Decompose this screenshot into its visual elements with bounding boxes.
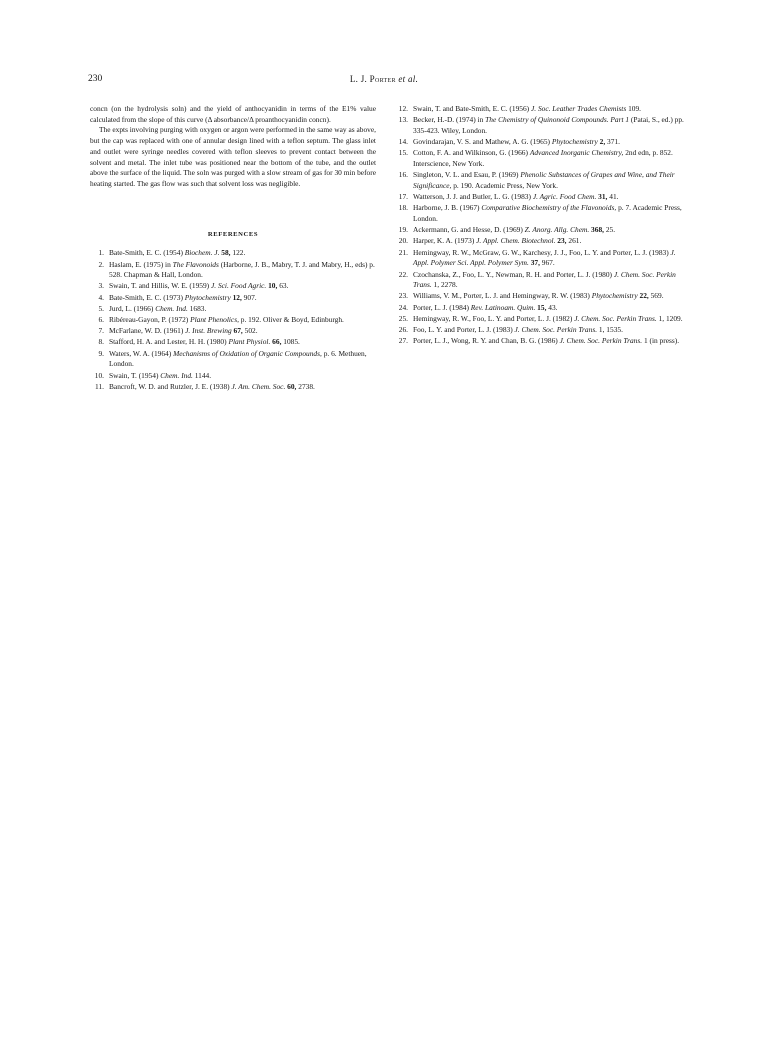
reference-authors: Foo, L. Y. and Porter, L. J. (1983) [413,325,515,335]
reference-source: Chem. Ind. [160,370,193,380]
reference-number: 1. [98,248,104,258]
reference-text [109,281,376,292]
reference-item [394,170,688,191]
reference-item [90,281,376,292]
reference-pages: 63. [277,281,289,291]
reference-item [394,192,688,203]
reference-text [413,248,688,269]
reference-number: 5. [98,303,104,313]
reference-number: 23. [398,291,408,301]
reference-source: The Flavonoids [172,259,219,269]
reference-pages: 1, 1209. [656,313,683,323]
reference-authors: Bate-Smith, E. C. (1973) [109,292,185,302]
reference-item [394,104,688,115]
reference-item [90,337,376,348]
running-head-prefix: L. J. [349,74,370,84]
reference-number: 27. [398,336,408,346]
reference-pages: 1085. [281,337,300,347]
reference-text [413,170,688,191]
reference-item [394,248,688,269]
reference-number: 11. [95,381,104,391]
reference-volume: 23, [555,236,567,246]
reference-number: 14. [398,137,408,147]
reference-authors: Cotton, F. A. and Wilkinson, G. (1966) [413,148,530,158]
reference-text [413,236,688,247]
reference-source: J. Agric. Food Chem. [532,192,597,202]
reference-number: 3. [98,281,104,291]
reference-source: Biochem. J. [184,248,220,258]
reference-authors: Ackermann, G. and Hesse, D. (1969) [413,225,525,235]
reference-pages: 41. [607,192,619,202]
reference-item [90,349,376,370]
reference-source: Phytochemistry [591,291,638,301]
reference-number: 4. [98,292,104,302]
reference-text [109,315,376,326]
reference-pages: 1 (in press). [642,336,680,346]
reference-pages: 502. [242,326,258,336]
reference-pages: (Harborne, J. B., Mabry, T. J. and Mabry, H., eds) p. 528. Chapman & Hall, London. [109,259,375,280]
reference-authors: Ribéreau-Gayon, P. (1972) [109,315,191,325]
reference-text [413,325,688,336]
body-text [90,104,376,190]
reference-number: 18. [398,203,408,213]
reference-item [394,325,688,336]
reference-source: J. Appl. Polymer Sci. Appl. Polymer Sym. [413,247,676,268]
reference-item [90,326,376,337]
reference-volume: 15, [535,302,547,312]
reference-authors: Govindarajan, V. S. and Mathew, A. G. (1965) [413,137,552,147]
reference-pages: 43. [546,302,558,312]
reference-item [394,225,688,236]
reference-authors: Williams, V. M., Porter, L. J. and Hemingway, R. W. (1983) [413,291,592,301]
reference-volume: 67, [231,326,243,336]
reference-list-right [394,104,688,347]
right-column [394,104,688,347]
reference-authors: Porter, L. J., Wong, R. Y. and Chan, B. G. (1986) [413,336,560,346]
reference-text [413,225,688,236]
reference-pages: 122. [230,248,246,258]
reference-number: 20. [398,236,408,246]
reference-text [109,382,376,393]
reference-number: 2. [98,259,104,269]
reference-item [90,382,376,393]
reference-authors: Waters, W. A. (1964) [109,348,174,358]
reference-item [394,314,688,325]
reference-item [394,336,688,347]
reference-volume: 22, [637,291,649,301]
reference-pages: p. 190. Academic Press, New York. [451,180,558,190]
running-head-author: Porter [369,74,396,84]
reference-text [413,303,688,314]
reference-text [109,349,376,370]
reference-authors: McFarlane, W. D. (1961) [109,326,186,336]
reference-item [90,315,376,326]
references-heading: REFERENCES [207,230,259,238]
reference-number: 19. [398,225,408,235]
reference-text [413,192,688,203]
reference-item [394,203,688,224]
reference-number: 22. [398,269,408,279]
reference-authors: Becker, H.-D. (1974) in [413,115,486,125]
reference-authors: Harper, K. A. (1973) [413,236,477,246]
reference-text [109,248,376,259]
reference-source: Phytochemistry [551,137,598,147]
reference-number: 15. [398,148,408,158]
reference-pages: p. 6. Methuen, London. [109,348,367,369]
reference-authors: Haslam, E. (1975) in [109,259,173,269]
reference-pages: 1683. [187,303,207,313]
reference-authors: Swain, T. and Hillis, W. E. (1959) [109,281,211,291]
reference-text [413,270,688,291]
reference-number: 8. [98,337,104,347]
reference-source: Comparative Biochemistry of the Flavonoids, [481,203,617,213]
reference-source: J. Chem. Soc. Perkin Trans. [514,325,598,335]
reference-volume: 2, [597,137,606,147]
reference-authors: Hemingway, R. W., McGraw, G. W., Karchesy, J. J., Foo, L. Y. and Porter, L. J. (1983) [413,247,671,257]
reference-item [394,137,688,148]
reference-item [394,270,688,291]
reference-pages: 1, 2278. [431,280,458,290]
reference-text [109,304,376,315]
reference-text [109,326,376,337]
reference-pages: 261. [566,236,582,246]
reference-source: J. Chem. Soc. Perkin Trans. [559,336,643,346]
reference-pages: 109. [626,104,642,113]
reference-authors: Stafford, H. A. and Lester, H. H. (1980) [109,337,229,347]
reference-pages: 2738. [296,381,315,391]
running-head [88,74,680,84]
reference-number: 26. [398,325,408,335]
reference-pages: p. 7. Academic Press, London. [413,203,682,224]
reference-number: 9. [98,348,104,358]
reference-number: 13. [398,115,408,125]
reference-item [394,303,688,314]
reference-item [90,248,376,259]
reference-pages: 907. [241,292,257,302]
reference-number: 10. [94,370,104,380]
reference-item [90,304,376,315]
reference-text [413,137,688,148]
reference-source: Phytochemistry [184,292,231,302]
reference-number: 21. [398,247,408,257]
reference-text [413,148,688,169]
reference-pages: 25. [603,225,616,235]
reference-text [413,203,688,224]
reference-authors: Hemingway, R. W., Foo, L. Y. and Porter, L. J. (1982) [413,313,575,323]
reference-source: Mechanisms of Oxidation of Organic Compounds, [173,348,322,358]
reference-item [90,371,376,382]
reference-list-left [90,248,376,392]
reference-authors: Singleton, V. L. and Esau, P. (1969) [413,170,521,180]
reference-pages: (Patai, S., ed.) pp. 335-423. Wiley, London. [413,115,684,135]
reference-source: J. Chem. Soc. Perkin Trans. [413,269,676,290]
running-head-suffix: et al. [395,74,419,84]
reference-number: 16. [398,170,408,180]
reference-item [394,115,688,136]
page-header [88,74,680,88]
body-paragraph: The expts involving purging with oxygen or argon were performed in the same way as above, but the cap was replaced with one of annular design lined with a teflon septum. The glass inlet and outlet were syringe needles covered with teflon sleeves to prevent contact between the solvent and metal. The inlet tube was positioned near the bottom of the tube, and the outlet above the surface of the liquid. The soln was purged with a slow stream of gas for 30 min before heating started. The gas flow was such that solvent loss was negligible. [90,125,376,188]
reference-source: Rev. Latinoam. Quim. [470,302,536,312]
reference-item [394,236,688,247]
reference-volume: 66, [270,337,282,347]
reference-pages: 569. [648,291,664,301]
reference-authors: Swain, T. (1954) [109,370,161,380]
reference-pages: 967. [539,258,555,268]
reference-source: J. Soc. Leather Trades Chemists [530,104,627,113]
reference-authors: Porter, L. J. (1984) [413,302,471,312]
reference-text [109,293,376,304]
reference-item [394,148,688,169]
reference-number: 17. [398,192,408,202]
reference-text [413,291,688,302]
reference-text [109,260,376,281]
reference-pages: 371. [605,137,620,147]
reference-item [90,260,376,281]
reference-text [413,104,688,115]
reference-pages: 2nd edn, p. 852. Interscience, New York. [413,148,673,169]
reference-source: J. Sci. Food Agric. [210,281,267,291]
reference-authors: Swain, T. and Bate-Smith, E. C. (1956) [413,104,531,113]
reference-source: J. Appl. Chem. Biotechnol. [476,236,556,246]
body-paragraph: concn (on the hydrolysis soln) and the yield of anthocyanidin in terms of the E1% value calculated from the slope of this curve (Δ absorbance/Δ proanthocyanidin concn). [90,104,376,124]
reference-authors: Bate-Smith, E. C. (1954) [109,248,185,258]
reference-volume: 37, [528,258,540,268]
reference-pages: p. 192. Oliver & Boyd, Edinburgh. [238,315,344,325]
reference-source: Plant Phenolics, [190,315,239,325]
reference-authors: Watterson, J. J. and Butler, L. G. (1983) [413,192,533,202]
reference-number: 25. [398,313,408,323]
reference-pages: 1144. [192,370,212,380]
reference-number: 7. [98,326,104,336]
reference-authors: Jurd, L. (1966) [109,303,156,313]
reference-item [90,293,376,304]
reference-volume: 60, [285,381,297,391]
reference-source: The Chemistry of Quinonoid Compounds. Part 1 [485,115,630,125]
reference-source: J. Inst. Brewing [185,326,232,336]
reference-text [413,314,688,325]
reference-volume: 58, [219,248,231,258]
reference-number: 24. [398,302,408,312]
reference-pages: 1, 1535. [597,325,623,335]
reference-source: Plant Physiol. [228,337,271,347]
reference-number: 12. [398,104,408,113]
reference-text [413,336,688,347]
reference-source: Z. Anorg. Allg. Chem. [524,225,590,235]
reference-text [109,371,376,382]
reference-source: J. Am. Chem. Soc. [231,381,286,391]
reference-source: Phenolic Substances of Grapes and Wine, and Their Significance, [413,170,675,190]
reference-authors: Czochanska, Z., Foo, L. Y., Newman, R. H. and Porter, L. J. (1980) [413,269,614,279]
reference-authors: Bancroft, W. D. and Rutzler, J. E. (1938) [109,381,232,391]
reference-volume: 31, [596,192,608,202]
reference-item [394,291,688,302]
reference-number: 6. [98,315,104,325]
reference-source: Advanced Inorganic Chemistry, [529,148,624,158]
reference-volume: 10, [266,281,278,291]
page-number: 230 [88,74,103,84]
reference-text [413,115,688,136]
reference-source: J. Chem. Soc. Perkin Trans. [574,313,657,323]
left-column [90,104,376,393]
reference-volume: 12, [230,292,242,302]
reference-volume: 368, [589,225,604,235]
reference-source: Chem. Ind. [155,303,188,313]
reference-authors: Harborne, J. B. (1967) [413,203,482,213]
reference-text [109,337,376,348]
